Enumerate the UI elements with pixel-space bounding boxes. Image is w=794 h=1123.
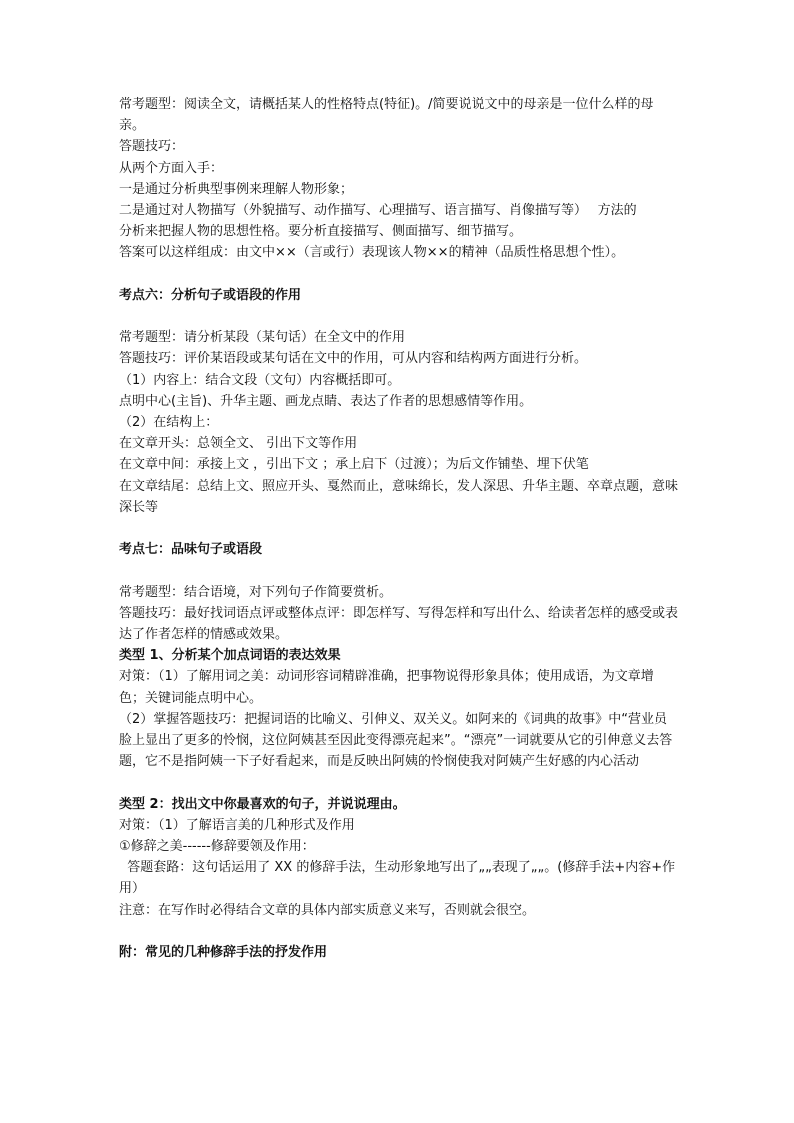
type-2-heading: 类型 2：找出文中你最喜欢的句子，并说说理由。 [119,796,406,812]
line-1: 常考题型：阅读全文，请概括某人的性格特点(特征)。/简要说说文中的母亲是一位什么样的母亲。 [119,97,654,134]
blank-line [119,518,679,539]
line-26: （2）掌握答题技巧：把握词语的比喻义、引伸义、双关义。如阿来的《词典的故事》中“营业员脸上显出了更多的怜悯，这位阿姨甚至因此变得漂亮起来”。“漂亮”一词就要从它的引伸意义去答题，它不是指阿姨一下子好看起来，而是反映出阿姨的怜悯使我对阿姨产生好感的内心活动 [119,711,673,770]
line-4: 一是通过分析典型事例来理解人物形象； [119,181,354,197]
appendix-heading: 附：常见的几种修辞手法的抒发作用 [119,945,328,961]
line-23: 答题技巧：最好找词语点评或整体点评：即怎样写、写得怎样和写出什么、给读者怎样的感受或表达了作者怎样的情感或效果。 [119,605,679,643]
line-13: （1）内容上：结合文段（文句）内容概括即可。 [119,372,401,388]
line-16: 在文章开头：总领全文、 引出下文等作用 [119,436,358,452]
line-12: 答题技巧：评价某语段或某句话在文中的作用，可从内容和结构两方面进行分析。 [119,351,588,367]
line-14: 点明中心(主旨)、升华主题、画龙点睛、表达了作者的思想感情等作用。 [119,393,533,409]
document-body [119,94,679,963]
line-7: 答案可以这样组成：由文中××（言或行）表现该人物××的精神（品质性格思想个性）。 [119,245,625,261]
line-32: 注意：在写作时必得结合文章的具体内部实质意义来写，否则就会很空。 [119,902,536,918]
line-22: 常考题型：结合语境，对下列句子作简要赏析。 [119,584,393,600]
line-11: 常考题型：请分析某段（某句话）在全文中的作用 [119,330,406,346]
line-3: 从两个方面入手： [119,160,224,176]
line-25: 对策：（1）了解用词之美：动词形容词精辟准确，把事物说得形象具体；使用成语，为文章增色；关键词能点明中心。 [119,669,654,706]
blank-line [119,306,679,327]
line-18: 在文章结尾：总结上文、照应开头、戛然而止，意味绵长，发人深思、升华主题、卒章点题，意味深长等 [119,478,679,515]
blank-line [119,921,679,942]
blank-line [119,772,679,793]
type-1-heading: 类型 1、分析某个加点词语的表达效果 [119,648,341,664]
section-heading-6: 考点六：分析句子或语段的作用 [119,287,302,303]
line-15: （2）在结构上： [119,415,219,431]
line-5: 二是通过对人物描写（外貌描写、动作描写、心理描写、语言描写、肖像描写等） 方法的 [119,203,637,219]
section-heading-7: 考点七：品味句子或语段 [119,542,263,558]
line-31: 答题套路：这句话运用了 XX 的修辞手法，生动形象地写出了„„表现了„„。(修辞手法+内容+作用） [119,860,676,897]
blank-line [119,560,679,581]
line-30: ①修辞之美------修辞要领及作用： [119,839,315,855]
blank-line [119,264,679,285]
line-29: 对策：（1）了解语言美的几种形式及作用 [119,817,355,833]
line-2: 答题技巧： [119,139,185,155]
line-17: 在文章中间：承接上文 ，引出下文 ；承上启下（过渡）；为后文作铺垫、埋下伏笔 [119,457,589,473]
line-6: 分析来把握人物的思想性格。要分析直接描写、侧面描写、细节描写。 [119,224,523,240]
